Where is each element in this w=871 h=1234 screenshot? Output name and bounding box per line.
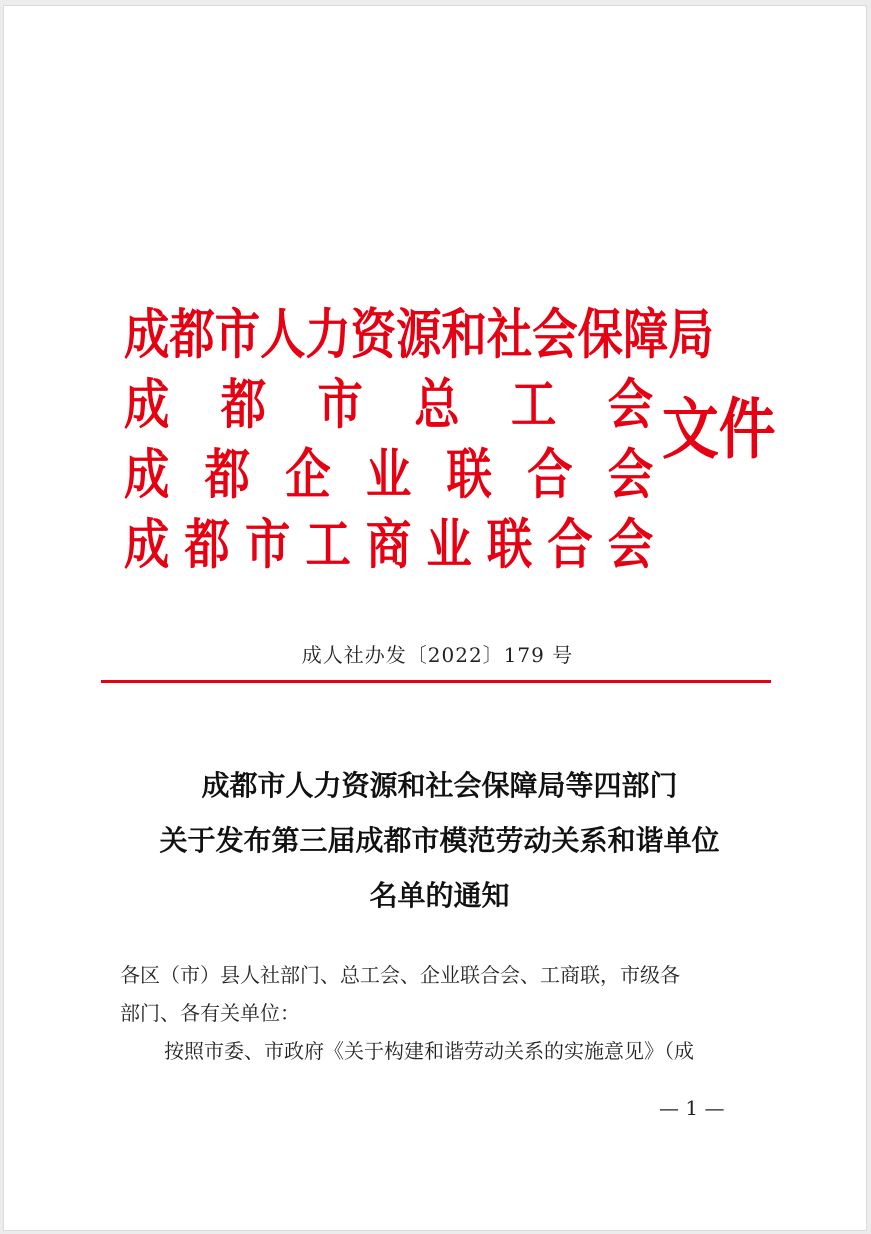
- issuer-char: 市: [214, 302, 261, 366]
- notice-body: [120, 956, 764, 1070]
- issuer-char: 都: [204, 442, 250, 506]
- issuer-char: 会: [607, 372, 654, 436]
- issuer-char: 市: [244, 512, 291, 576]
- title-line-2: 关于发布第三届成都市模范劳动关系和谐单位: [159, 824, 720, 857]
- issuer-char: 成: [124, 512, 170, 576]
- issuer-line-enterprise-federation: [124, 439, 653, 509]
- issuer-line-hrss: [124, 299, 714, 369]
- issuer-line-trade-union: [124, 369, 653, 439]
- issuer-char: 会: [607, 512, 654, 576]
- issuer-char: 业: [365, 442, 412, 506]
- issuer-char: 力: [305, 302, 351, 366]
- issuer-char: 资: [350, 302, 397, 366]
- issuer-char: 都: [220, 372, 267, 436]
- issuer-char: 障: [622, 302, 669, 366]
- issuing-authorities: [124, 299, 714, 579]
- issuer-char: 联: [486, 512, 533, 576]
- addressee-line-1: 各区（市）县人社部门、总工会、企业联合会、工商联，市级各: [120, 963, 680, 987]
- issuer-char: 联: [446, 442, 492, 506]
- issuer-char: 企: [285, 442, 331, 506]
- document-page: [3, 5, 867, 1231]
- issuer-char: 局: [668, 302, 714, 366]
- page-number: — 1 —: [659, 1096, 725, 1120]
- issuer-char: 成: [124, 302, 170, 366]
- issuer-char: 市: [317, 372, 363, 436]
- issuer-char: 源: [396, 302, 442, 366]
- issuer-char: 工: [305, 512, 351, 576]
- issuer-char: 都: [169, 302, 215, 366]
- red-divider: [101, 680, 771, 683]
- issuer-line-commerce-federation: [124, 509, 653, 579]
- issuer-char: 业: [426, 512, 472, 576]
- issuer-char: 会: [532, 302, 578, 366]
- issuer-char: 会: [607, 442, 654, 506]
- addressee-line-2: 部门、各有关单位：: [120, 1001, 300, 1025]
- title-line-3: 名单的通知: [369, 879, 510, 912]
- issuer-char: 总: [414, 372, 460, 436]
- issuer-char: 商: [365, 512, 412, 576]
- title-line-1: 成都市人力资源和社会保障局等四部门: [201, 769, 678, 802]
- issuer-char: 成: [124, 442, 170, 506]
- issuer-char: 都: [184, 512, 230, 576]
- issuer-char: 合: [547, 512, 593, 576]
- document-label: 文件: [662, 390, 776, 468]
- issuer-char: 合: [527, 442, 573, 506]
- notice-title: [4, 758, 871, 923]
- issuer-char: 社: [486, 302, 533, 366]
- issuer-char: 工: [511, 372, 557, 436]
- issuer-char: 和: [441, 302, 487, 366]
- issuer-char: 成: [124, 372, 170, 436]
- issuer-char: 人: [260, 302, 306, 366]
- paragraph-start: 按照市委、市政府《关于构建和谐劳动关系的实施意见》（成: [164, 1039, 694, 1063]
- issuer-char: 保: [577, 302, 623, 366]
- document-number: 成人社办发〔2022〕179 号: [301, 643, 574, 667]
